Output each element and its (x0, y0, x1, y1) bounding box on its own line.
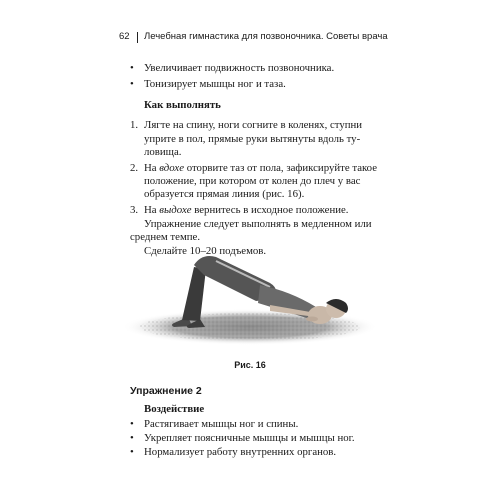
page-number: 62 (119, 31, 130, 42)
step-text-part: вернитесь в исходное положение. (191, 204, 349, 216)
bridge-pose-illustration (120, 245, 380, 355)
list-item-text: Укрепляет поясничные мышцы и мышцы ног. (144, 432, 355, 444)
hand (306, 317, 318, 322)
list-item-text: Нормализует работу внутренних органов. (144, 446, 337, 458)
reps-line: Сделайте 10–20 подъемов. (144, 245, 267, 257)
note-line: Упражнение следует выполнять в медленном или (144, 218, 372, 230)
step-text-part: На (144, 204, 160, 216)
emphasis-exhale: выдохе (159, 204, 192, 216)
bullet-icon: • (130, 446, 134, 458)
step-text: образуется прямая линия (рис. 16). (144, 188, 305, 200)
header-divider (137, 32, 138, 43)
bullet-icon: • (130, 418, 134, 430)
step-text: Лягте на спину, ноги согните в коленях, ступни (144, 119, 363, 131)
list-item-text: Растягивает мышцы ног и спины. (144, 418, 299, 430)
list-item-text: Тонизирует мышцы ног и таза. (144, 78, 286, 90)
step-text: уприте в пол, прямые руки вытянуты вдоль ту- (144, 133, 361, 145)
step-text (144, 162, 377, 175)
figure-caption: Рис. 16 (234, 360, 266, 370)
emphasis-inhale: вдохе (159, 162, 185, 174)
step-text-part: На (144, 162, 160, 174)
note-line: среднем темпе. (130, 231, 201, 243)
step-number: 1. (130, 119, 139, 131)
step-text (144, 204, 349, 217)
step-text: ловища. (144, 146, 182, 158)
step-text: положение, при котором от колен до плеч у вас (144, 175, 361, 187)
effect-heading: Воздействие (144, 403, 205, 415)
step-text-part: оторвите таз от пола, зафиксируйте такое (184, 162, 378, 174)
step-number: 3. (130, 204, 139, 216)
exercise-figure (120, 245, 380, 355)
bullet-icon: • (130, 78, 134, 90)
running-title: Лечебная гимнастика для позвоночника. Советы врача (144, 31, 388, 42)
step-number: 2. (130, 162, 139, 174)
bullet-icon: • (130, 432, 134, 444)
page-header (119, 31, 388, 45)
exercise-heading: Упражнение 2 (130, 385, 202, 397)
list-item-text: Увеличивает подвижность позвоночника. (144, 62, 335, 74)
how-to-heading: Как выполнять (144, 99, 221, 111)
bullet-icon: • (130, 62, 134, 74)
